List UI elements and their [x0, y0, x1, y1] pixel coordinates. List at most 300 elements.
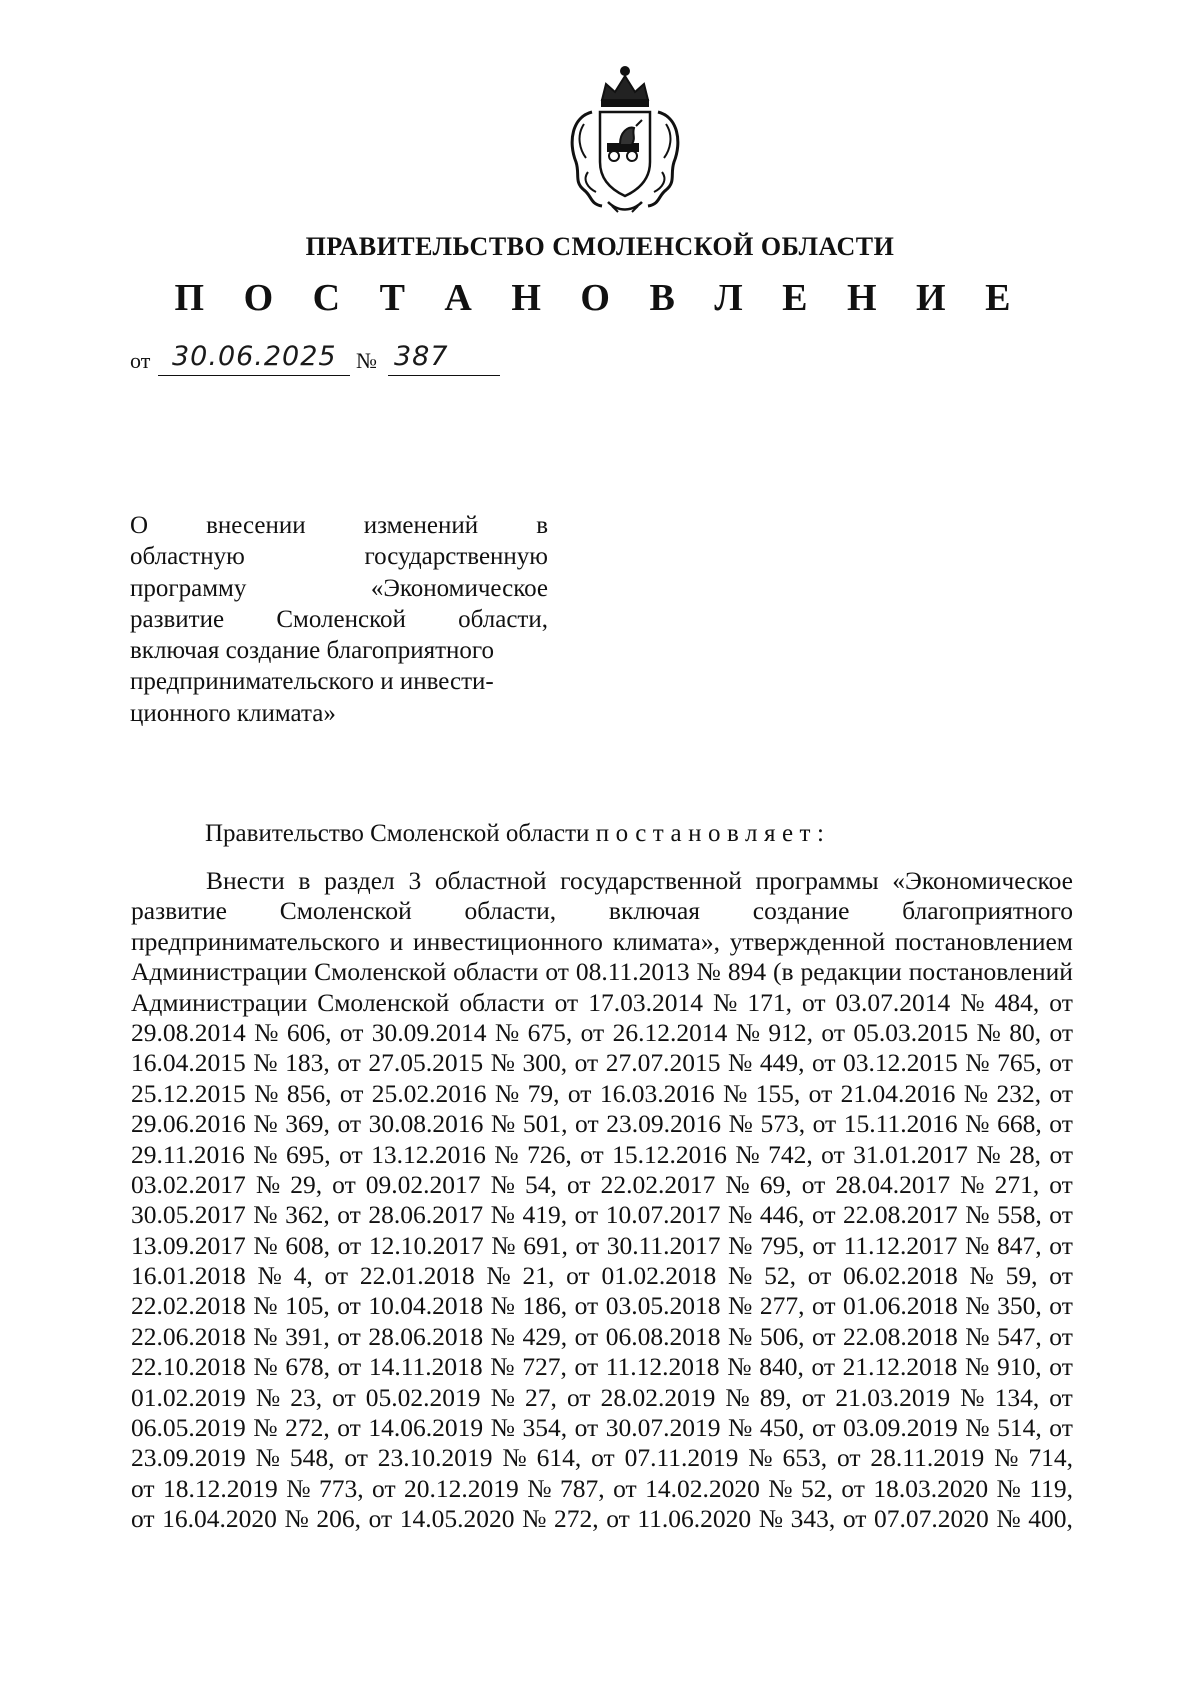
body-word: от [1049, 1169, 1073, 1199]
body-word: 22.10.2018 [131, 1352, 246, 1382]
body-word: 03.05.2018 [605, 1291, 721, 1321]
document-body [131, 866, 1073, 1535]
body-word: 13.09.2017 [131, 1230, 246, 1260]
body-word: № [494, 1139, 519, 1169]
subject-word: развитие [130, 605, 225, 633]
body-word: 11.12.2018 [605, 1352, 720, 1382]
body-word: 910, [997, 1352, 1042, 1382]
body-word: развитие [131, 896, 227, 926]
body-word: 668, [997, 1109, 1042, 1139]
body-word: 272, [553, 1504, 599, 1534]
body-word: 22.08.2017 [843, 1200, 958, 1230]
body-word: от [811, 1291, 836, 1321]
body-word: 30.05.2017 [131, 1200, 246, 1230]
body-word: 23.09.2016 [606, 1109, 721, 1139]
body-word: 25.02.2016 [371, 1078, 487, 1108]
body-word: от [324, 1261, 349, 1291]
body-word: 20.12.2019 [404, 1473, 519, 1503]
body-word: от [606, 1504, 630, 1534]
body-word: 183, [285, 1048, 330, 1078]
body-word: № [527, 1473, 552, 1503]
body-word: № [960, 1169, 985, 1199]
body-word: 16.01.2018 [131, 1261, 246, 1291]
body-word: от [1049, 987, 1073, 1017]
body-word: № [728, 1109, 753, 1139]
body-word: № [965, 1413, 990, 1443]
body-word: № [722, 1078, 748, 1108]
body-word: инвестиционного [413, 926, 603, 956]
body-word: № [494, 1078, 520, 1108]
body-word: от [574, 1321, 599, 1351]
body-word: 18.12.2019 [163, 1473, 278, 1503]
body-word: 15.11.2016 [843, 1109, 958, 1139]
body-word: № [253, 1321, 278, 1351]
body-word: от [554, 987, 579, 1017]
government-title: ПРАВИТЕЛЬСТВО СМОЛЕНСКОЙ ОБЛАСТИ [305, 232, 895, 261]
body-word: и [389, 926, 404, 956]
body-word: создание [752, 896, 850, 926]
registration-line [130, 342, 550, 382]
body-word: № [253, 1048, 278, 1078]
body-word: от [842, 1504, 867, 1534]
body-word: «Экономическое [892, 866, 1073, 895]
body-word: Смоленской [317, 987, 450, 1017]
body-word: от [1049, 1321, 1073, 1351]
body-word: № [994, 1443, 1019, 1473]
body-word: области [453, 957, 539, 987]
body-word: 22.08.2018 [843, 1321, 958, 1351]
body-word: 59, [1005, 1261, 1038, 1291]
body-word: 29.06.2016 [131, 1109, 246, 1139]
body-word: № [490, 1321, 515, 1351]
subject-line: предпринимательского и инвести- [130, 668, 494, 696]
body-word: 14.06.2019 [368, 1413, 484, 1443]
subject-word: областную [130, 543, 245, 571]
body-word: 675, [527, 1017, 573, 1047]
subject-word: О [130, 512, 149, 539]
body-word: от [337, 1048, 361, 1078]
body-word: 79, [527, 1078, 560, 1108]
body-word: от [1049, 1078, 1073, 1108]
body-word: 206, [316, 1504, 362, 1534]
body-word: (в [772, 957, 794, 987]
body-word: № [976, 1017, 1001, 1047]
body-word: от [812, 1109, 837, 1139]
body-word: от [821, 1139, 845, 1169]
body-line [131, 1170, 1073, 1200]
body-word: 54, [525, 1169, 557, 1199]
body-word: 01.06.2018 [843, 1291, 958, 1321]
body-word: программы [755, 866, 879, 895]
body-line [131, 1443, 1073, 1473]
body-word: 547, [997, 1321, 1042, 1351]
handwritten-number: 387 [394, 341, 449, 372]
body-word: 271, [994, 1169, 1040, 1199]
subject-word: в [536, 512, 548, 539]
body-word: № [969, 1261, 994, 1291]
body-word: № [727, 1048, 753, 1078]
body-word: 155, [755, 1078, 801, 1108]
body-word: 450, [759, 1413, 805, 1443]
body-word: 449, [759, 1048, 805, 1078]
body-word: 26.12.2014 [612, 1017, 728, 1047]
body-word: 28, [1009, 1139, 1041, 1169]
body-word: 21, [522, 1261, 555, 1291]
body-word: 28.06.2018 [368, 1321, 484, 1351]
body-word: 28.02.2019 [600, 1382, 716, 1412]
body-word: от [1049, 1230, 1073, 1260]
body-word: от [821, 1017, 845, 1047]
body-word: 89, [759, 1382, 792, 1412]
body-word: № [253, 1413, 278, 1443]
body-word: № [996, 1473, 1021, 1503]
body-word: государственной [560, 866, 742, 895]
body-line [131, 1322, 1073, 1352]
body-word: области, [464, 896, 557, 926]
body-word: № [727, 1291, 753, 1321]
body-word: № [494, 1017, 520, 1047]
subject-word: «Экономическое [370, 574, 548, 602]
body-word: 232, [996, 1078, 1042, 1108]
body-word: № [254, 1078, 279, 1108]
body-word: Смоленской [314, 957, 447, 987]
subject-line [130, 604, 548, 635]
body-word: 608, [285, 1230, 330, 1260]
body-word: от [1049, 1200, 1073, 1230]
body-word: № [490, 1352, 515, 1382]
body-word: 912, [768, 1017, 814, 1047]
body-word: от [337, 1321, 361, 1351]
body-word: 21.04.2016 [840, 1078, 956, 1108]
body-word: 23.09.2019 [131, 1443, 246, 1473]
body-line [131, 866, 1073, 896]
body-word: 350, [997, 1291, 1042, 1321]
body-word: от [372, 1473, 396, 1503]
body-word: 419, [522, 1200, 568, 1230]
body-word: 27.07.2015 [605, 1048, 721, 1078]
body-word: № [490, 1048, 515, 1078]
body-word: 14.11.2018 [368, 1352, 483, 1382]
body-word: 653, [782, 1443, 828, 1473]
subject-word: внесении [206, 512, 306, 539]
body-word: 714, [1028, 1443, 1073, 1473]
body-word: 25.12.2015 [131, 1078, 246, 1108]
body-word: 22.01.2018 [359, 1261, 475, 1291]
body-word: 03.02.2017 [131, 1169, 246, 1199]
body-word: 30.07.2019 [605, 1413, 721, 1443]
body-word: № [254, 1017, 279, 1047]
body-word: № [965, 1321, 990, 1351]
body-word: № [965, 1291, 990, 1321]
body-word: 27.05.2015 [368, 1048, 484, 1078]
body-word: 21.03.2019 [835, 1382, 951, 1412]
body-word: № [490, 1291, 515, 1321]
body-word: от [332, 1169, 356, 1199]
body-word: № [965, 1048, 990, 1078]
body-word: № [758, 1504, 784, 1534]
body-word: № [727, 1413, 753, 1443]
subject-line: включая создание благоприятного [130, 637, 495, 665]
body-word: от [574, 1048, 599, 1078]
body-word: от [575, 1109, 599, 1139]
body-word: Администрации [131, 987, 308, 1017]
body-line [131, 957, 1073, 987]
body-word: 29, [290, 1169, 323, 1199]
body-word: 10.04.2018 [368, 1291, 484, 1321]
body-word: № [286, 1473, 311, 1503]
body-word: 894 [727, 957, 767, 987]
body-word: от [344, 1443, 368, 1473]
body-word: от [574, 1352, 599, 1382]
body-word: от [339, 1078, 364, 1108]
body-word: № [253, 1291, 278, 1321]
body-word: № [284, 1504, 309, 1534]
body-line [131, 1200, 1073, 1230]
body-word: 03.09.2019 [843, 1413, 958, 1443]
subject-word: области, [458, 605, 548, 633]
body-word: от [1049, 1139, 1073, 1169]
body-word: включая [608, 896, 701, 926]
body-word: от [811, 1200, 836, 1230]
body-word: 03.12.2015 [843, 1048, 958, 1078]
body-word: от [337, 1230, 362, 1260]
body-word: 29.11.2016 [131, 1139, 245, 1169]
body-word: 277, [759, 1291, 805, 1321]
body-word: 18.03.2020 [873, 1473, 989, 1503]
body-word: 22.02.2017 [600, 1169, 716, 1199]
body-word: Смоленской [279, 896, 412, 926]
body-word: 558, [997, 1200, 1042, 1230]
body-word: 484, [994, 987, 1040, 1017]
body-line [131, 1352, 1073, 1382]
body-word: 15.12.2016 [612, 1139, 727, 1169]
body-word: 847, [997, 1230, 1042, 1260]
body-line [131, 1140, 1073, 1170]
body-word: 343, [790, 1504, 836, 1534]
body-word: № [253, 1139, 278, 1169]
body-word: 13.12.2016 [371, 1139, 486, 1169]
body-word: 765, [997, 1048, 1042, 1078]
body-word: 11.12.2017 [843, 1230, 958, 1260]
body-line [131, 1504, 1073, 1534]
body-word: 105, [285, 1291, 330, 1321]
subject-line [130, 573, 548, 604]
body-word: № [960, 987, 985, 1017]
body-word: от [807, 1261, 832, 1291]
body-word: 22.02.2018 [131, 1291, 246, 1321]
body-word: 678, [285, 1352, 330, 1382]
body-word: 691, [523, 1230, 568, 1260]
date-prefix: от [130, 348, 151, 373]
body-word: 16.03.2016 [599, 1078, 715, 1108]
body-word: от [567, 1078, 592, 1108]
body-word: 28.11.2019 [870, 1443, 985, 1473]
body-word: от [1049, 1382, 1073, 1412]
body-word: 606, [286, 1017, 332, 1047]
body-word: 134, [994, 1382, 1040, 1412]
body-word: 391, [285, 1321, 330, 1351]
body-word: 727, [522, 1352, 567, 1382]
coat-of-arms-emblem [562, 62, 688, 214]
body-word: 369, [285, 1109, 330, 1139]
body-word: в [298, 866, 311, 895]
body-word: 119, [1029, 1473, 1073, 1503]
body-word: 07.07.2020 [873, 1504, 989, 1534]
body-word: № [696, 957, 721, 987]
body-word: № [735, 1017, 761, 1047]
body-word: 31.01.2017 [853, 1139, 968, 1169]
body-word: 300, [522, 1048, 568, 1078]
body-word: Администрации [131, 957, 308, 987]
body-word: 3 [408, 866, 422, 895]
body-line [131, 1048, 1073, 1078]
decree-prefix: Правительство Смоленской области [205, 820, 596, 847]
body-word: от [811, 1048, 836, 1078]
body-word: № [725, 1169, 750, 1199]
body-line [131, 1383, 1073, 1413]
document-type-title: П О С Т А Н О В Л Е Н И Е [174, 277, 1026, 319]
body-word: от [575, 1230, 600, 1260]
body-word: № [768, 1473, 793, 1503]
body-word: 52, [801, 1473, 833, 1503]
subject-word: Смоленской [276, 605, 406, 633]
body-word: № [253, 1352, 278, 1382]
body-word: № [490, 1109, 516, 1139]
body-word: 614, [536, 1443, 582, 1473]
body-word: 10.07.2017 [605, 1200, 721, 1230]
body-word: № [255, 1443, 280, 1473]
body-word: № [965, 1352, 990, 1382]
number-prefix: № [356, 348, 377, 373]
body-word: № [255, 1169, 281, 1199]
body-word: № [728, 1230, 753, 1260]
body-word: области [459, 987, 545, 1017]
body-word: 14.02.2020 [645, 1473, 760, 1503]
body-word: от [337, 1109, 362, 1139]
body-word: № [965, 1200, 990, 1230]
body-word: № [963, 1078, 989, 1108]
body-word: от [801, 1169, 826, 1199]
body-word: 05.03.2015 [853, 1017, 969, 1047]
body-word: постановлением [894, 926, 1073, 956]
body-word: 30.11.2017 [606, 1230, 721, 1260]
body-word: Внести [206, 866, 285, 895]
body-word: 446, [759, 1200, 805, 1230]
body-word: 06.02.2018 [843, 1261, 958, 1291]
body-word: от [841, 1473, 865, 1503]
body-word: от [1049, 1413, 1073, 1443]
body-word: № [960, 1382, 985, 1412]
subject-line [130, 541, 548, 572]
subject-word: программу [130, 574, 247, 602]
body-word: от [1049, 1048, 1073, 1078]
body-word: № [253, 1109, 278, 1139]
body-word: 28.04.2017 [835, 1169, 951, 1199]
body-word: постановлений [908, 957, 1073, 987]
body-word: от [566, 1261, 590, 1291]
body-word: № [486, 1261, 511, 1291]
body-word: от [337, 1413, 361, 1443]
decree-statement [205, 820, 830, 848]
body-word: от [131, 1504, 155, 1534]
document-subject [130, 510, 548, 729]
body-word: 22.06.2018 [131, 1321, 246, 1351]
body-word: 400, [1028, 1504, 1073, 1534]
body-word: 354, [522, 1413, 568, 1443]
subject-line [130, 510, 548, 541]
body-word: раздел [324, 866, 395, 895]
body-word: № [727, 1321, 753, 1351]
body-word: благоприятного [902, 896, 1073, 926]
body-line [131, 1231, 1073, 1261]
body-word: от [574, 1291, 599, 1321]
body-word: 11.06.2020 [637, 1504, 752, 1534]
body-word: № [490, 1413, 515, 1443]
body-word: от [811, 1352, 836, 1382]
body-word: 186, [522, 1291, 568, 1321]
body-word: 742, [768, 1139, 813, 1169]
body-word: от [566, 1169, 591, 1199]
body-word: от [339, 1017, 364, 1047]
body-word: от [613, 1473, 637, 1503]
body-line [131, 896, 1073, 926]
body-word: № [727, 1352, 752, 1382]
body-word: 16.04.2015 [131, 1048, 246, 1078]
body-word: 501, [522, 1109, 568, 1139]
subject-word: государственную [364, 543, 548, 571]
body-word: от [1049, 1291, 1073, 1321]
body-word: 23, [290, 1382, 323, 1412]
body-word: от [368, 1504, 393, 1534]
body-word: № [965, 1109, 990, 1139]
body-line [131, 927, 1073, 957]
body-word: 28.06.2017 [368, 1200, 484, 1230]
body-word: 362, [285, 1200, 330, 1230]
body-word: 514, [997, 1413, 1042, 1443]
body-word: 09.02.2017 [365, 1169, 481, 1199]
body-line [131, 1109, 1073, 1139]
body-word: от [1049, 1017, 1073, 1047]
body-word: от [801, 987, 826, 1017]
body-word: 548, [289, 1443, 335, 1473]
body-word: № [253, 1200, 278, 1230]
body-word: от [811, 1413, 836, 1443]
body-word: от [591, 1443, 615, 1473]
body-word: областной [434, 866, 547, 895]
body-word: от [574, 1413, 599, 1443]
body-word: от [801, 1382, 826, 1412]
body-word: 429, [522, 1321, 568, 1351]
body-line [131, 988, 1073, 1018]
body-word: 272, [285, 1413, 330, 1443]
body-word: 30.09.2014 [371, 1017, 487, 1047]
body-line [131, 1474, 1073, 1504]
body-word: от [131, 1473, 155, 1503]
body-word: от [332, 1382, 356, 1412]
body-word: от [566, 1382, 591, 1412]
body-word: 27, [525, 1382, 557, 1412]
body-word: 856, [286, 1078, 332, 1108]
body-word: 23.10.2019 [377, 1443, 493, 1473]
body-word: № [255, 1382, 281, 1412]
body-word: 573, [760, 1109, 806, 1139]
body-line [131, 1291, 1073, 1321]
body-word: 03.07.2014 [835, 987, 951, 1017]
body-word: от [580, 1139, 604, 1169]
body-word: № [257, 1261, 282, 1291]
body-line [131, 1018, 1073, 1048]
body-word: 08.11.2013 [575, 957, 690, 987]
